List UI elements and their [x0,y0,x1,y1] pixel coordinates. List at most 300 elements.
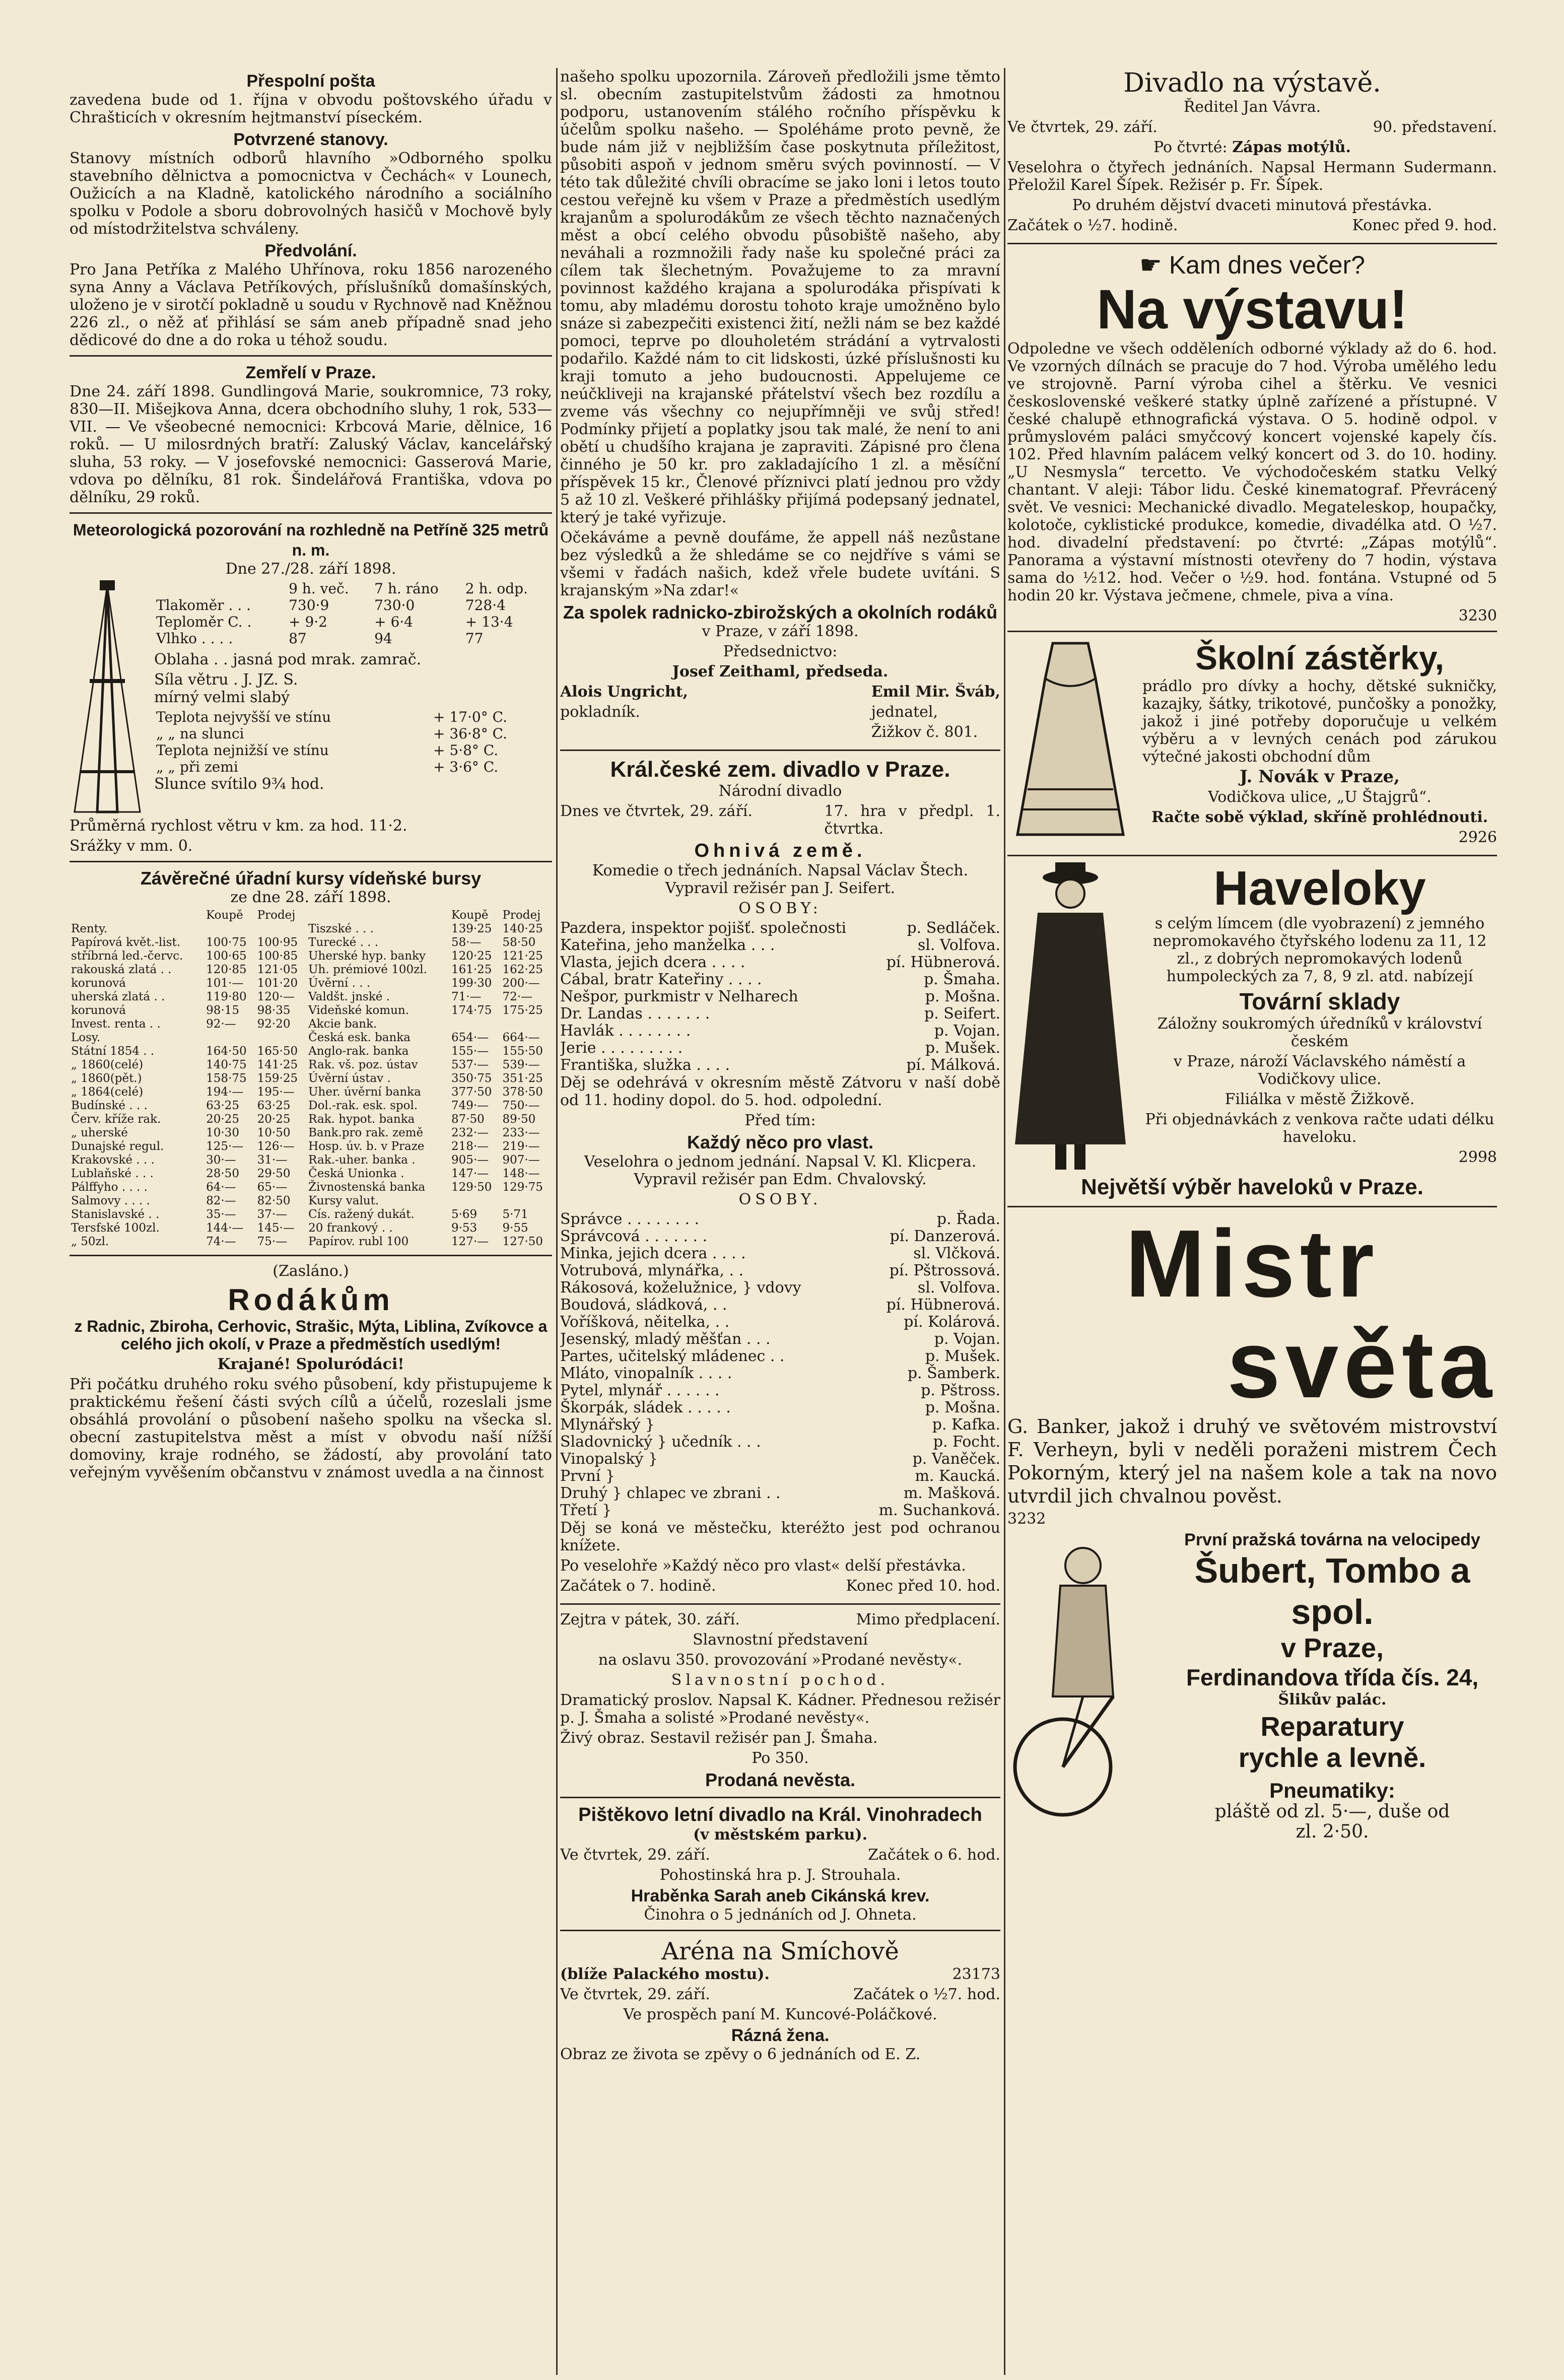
meteo-date: Dne 27./28. září 1898. [225,560,396,578]
nd-play2: Každý něco pro vlast. [687,1132,874,1152]
kursy-cell: Tersfské 100zl. [71,1221,160,1235]
jednatel-name: Emil Mir. Šváb, [871,683,1000,701]
divider [1007,1206,1497,1207]
cast-row [560,1451,1000,1468]
kursy-cell: 905·— [451,1153,489,1167]
oblaha-label: Oblaha . . [154,651,228,668]
kursy-cell: 58·50 [502,936,536,949]
nd-desc2: Veselohra o jednom jednání. Napsal V. Kl. Klicpera. Vypravil režisér pan Edm. Chvalovský. [584,1153,977,1188]
cast-row [560,1262,1000,1279]
meteo-cell: Vlhko . . . . [156,630,233,647]
nd-350: Po 350. [752,1749,809,1767]
kursy-cell: 175·25 [502,1004,543,1017]
cast-row [560,988,1000,1005]
heading-na-vystavu: Na výstavu! [1097,279,1408,341]
mistr-num: 3232 [1007,1510,1046,1528]
slunce: Slunce svítilo 9¾ hod. [154,775,324,793]
cast-actor: p. Vojan. [934,1022,1000,1040]
kursy-cell: 147·— [451,1167,489,1180]
hav-num: 2998 [1458,1148,1497,1166]
kursy-row [70,922,552,936]
vyst-pause: Po druhém dějství dvaceti minutová přestávka. [1072,196,1433,214]
teplota-label: „ „ na slunci [156,725,244,742]
kursy-cell: 750·— [502,1099,540,1112]
kursy-cell: 233·— [502,1126,540,1139]
kursy-cell: Dol.-rak. esk. spol. [308,1099,418,1112]
cast-role: Jesenský, mladý měšťan . . . [560,1330,771,1348]
kursy-cell: Papírová květ.-list. [71,936,181,949]
cast-role: Mlynářský } [560,1416,655,1434]
cast-actor: p. Řada. [936,1210,1000,1228]
kursy-cell: 195·— [257,1085,295,1099]
kursy-cell: Rak.-uher. banka . [308,1153,416,1167]
kursy-cell: Budínské . . . [71,1099,148,1112]
kursy-cell: 101·— [206,977,244,990]
kursy-cell: „ 1860(pět.) [71,1072,142,1085]
zast-num: 2926 [1458,829,1497,846]
kursy-row [70,1004,552,1017]
kursy-cell: 539·— [502,1058,540,1071]
kursy-cell: 194·— [206,1085,244,1099]
vyst-desc: Veselohra o čtyřech jednáních. Napsal Hermann Sudermann. Přeložil Karel Šípek. Režisér p. Fr. Šípek. [1007,159,1497,194]
kursy-cell: 164·50 [206,1045,247,1058]
divider [1007,631,1497,632]
cast-actor: pí. Danzerová. [890,1228,1000,1245]
teplota-value: + 3·6° C. [433,759,499,775]
meteo-cell: 730·0 [374,597,415,614]
text-prespolni: zavedena bude od 1. října v obvodu poštovského úřadu v Chrašticích v okresním hejtmanství píseckém. [70,91,552,126]
vyst-pc: Po čtvrté: [1153,139,1228,156]
cast-row [560,1314,1000,1331]
tov-title: První pražská továrna na velocipedy [1184,1530,1480,1549]
vyst-red: Ředitel Jan Vávra. [1183,98,1321,116]
kursy-cell: 20 frankový . . [308,1221,393,1235]
zast-addr: Vodičkova ulice, „U Štajgrů“. [1208,788,1432,806]
kursy-cell: 37·— [257,1208,288,1221]
text-stanovy: Stanovy místních odborů hlavního »Odborného spolku stavebního dělnictva a pomocnictva v Čechách« v Lounech, Oužicích a na Kladně, katolického národního a sociálního spolku v Podole a sboru dobrovolných hasičů v Mochově byly od místodržitelstva schváleny. [70,150,552,238]
kursy-cell: Rak. hypot. banka [308,1113,415,1126]
kursy-cell: 98·35 [257,1004,291,1017]
heading-sveta: světa [1227,1311,1497,1418]
kursy-cell: korunová [71,1004,126,1017]
kursy-cell: Bank.pro rak. země [308,1126,424,1139]
hav-firm: Tovární sklady [1239,988,1400,1014]
kursy-header: Prodej [257,909,296,922]
cast-role: Druhý } chlapec ve zbrani . . [560,1484,781,1502]
nd-info: 17. hra v předpl. 1. čtvrtka. [824,802,1000,838]
cast-table-2 [560,1211,1000,1519]
kursy-cell: 219·— [502,1140,540,1153]
nd-where: Děj se odehrává v okresním městě Zátvoru v naší době od 11. hodiny dopol. do 5. hod. odpolední. [560,1074,1000,1109]
arena-desc: Obraz ze života se zpěvy o 6 jednáních od E. Z. [560,2046,921,2063]
kursy-header: Koupě [206,909,243,922]
kursy-cell: Akcie bank. [308,1017,377,1031]
kursy-row [70,1208,552,1221]
heading-prespolni: Přespolní pošta [246,72,375,91]
kursy-row [70,1072,552,1085]
zast-catalog: Račte sobě výklad, skříně prohlédnouti. [1151,808,1488,826]
divider [560,750,1000,751]
kursy-cell: korunová [71,977,126,990]
kursy-cell: 144·— [206,1221,244,1235]
kursy-cell: 165·50 [257,1045,298,1058]
cast-row [560,1040,1000,1057]
heading-haveloky: Haveloky [1213,861,1426,915]
kursy-cell: Papírov. rubl 100 [308,1235,409,1248]
teplota-table [154,709,552,775]
spolek-place: v Praze, v září 1898. [702,623,859,640]
jednatel-addr: Žižkov č. 801. [871,723,978,741]
cast-actor: p. Mošna. [925,988,1000,1005]
cast-row [560,954,1000,971]
nd-start: Začátek o 7. hodině. [560,1577,716,1595]
kursy-cell: 63·25 [206,1099,239,1112]
kursy-cell: 92·20 [257,1017,291,1031]
cast-role: Vlasta, jejich dcera . . . . [560,954,745,971]
kursy-cell [205,1031,256,1045]
meteo-cell: Tlakoměr . . . [156,597,251,614]
cast-row [560,1348,1000,1365]
cast-row [560,1057,1000,1074]
kursy-row [70,1167,552,1181]
cast-row [560,1399,1000,1416]
cast-actor: p. Vaněček. [912,1450,1000,1468]
kursy-cell: 20·25 [257,1113,291,1126]
kursy-cell: 158·75 [206,1072,247,1085]
tov-addr: Ferdinandova třída čís. 24, [1186,1664,1479,1690]
kursy-cell: Turecké . . . [308,936,379,949]
kursy-row [70,949,552,963]
kursy-cell: 98·15 [206,1004,239,1017]
divider [70,861,552,862]
kursy-cell: Dunajské regul. [71,1140,164,1153]
vyst-end: Konec před 9. hod. [1352,217,1497,234]
cast-role: Minka, jejich dcera . . . . [560,1245,746,1262]
cast-role: Škorpák, sládek . . . . . [560,1399,731,1416]
kursy-cell: Pálffyho . . . . [71,1181,148,1194]
cast-role: Partes, učitelský mládenec . . [560,1347,785,1365]
kursy-cell [501,1194,552,1208]
tov-rep: Reparatury [1260,1712,1404,1742]
column-2 [560,68,1000,2375]
heading-predvolani: Předvolání. [264,241,357,260]
teplota-label: Teplota nejnižší ve stínu [156,742,329,759]
kursy-cell: Salmovy . . . . [71,1194,150,1207]
kursy-row [70,1153,552,1167]
kursy-cell: 148·— [502,1167,540,1180]
kursy-cell: 82·50 [257,1194,291,1207]
tov-firm: Šubert, Tombo a spol. [1194,1551,1470,1631]
kursy-header [307,909,450,922]
cast-role: Jerie . . . . . . . . . [560,1039,683,1057]
kursy-cell: Červ. kříže rak. [71,1113,161,1126]
cast-row [560,1468,1000,1485]
kursy-cell: 121·25 [502,949,543,963]
cast-actor: p. Sedláček. [907,919,1000,937]
kursy-cell: Videňské komun. [308,1004,410,1017]
nd-after: Po veselohře »Každý něco pro vlast« delší přestávka. [560,1557,966,1575]
kursy-cell: Stanislavské . . [71,1208,160,1221]
kursy-cell: 129·75 [502,1181,543,1194]
kursy-cell: 749·— [451,1099,489,1112]
nd-before: Před tím: [744,1112,816,1129]
arena-play: Rázná žena. [731,2026,830,2045]
cast-row [560,1228,1000,1245]
kursy-cell: 232·— [451,1126,489,1139]
haveloky-ad [1007,862,1497,1175]
tov-praze: v Praze, [1280,1633,1384,1663]
meteo-cell: 728·4 [465,597,506,614]
kursy-cell: 155·50 [502,1045,543,1058]
kursy-header [70,909,205,922]
kursy-cell: Krakovské . . . [71,1153,155,1167]
meteo-block [70,580,552,817]
meteo-header: 9 h. več. [289,580,349,597]
kursy-row [70,1181,552,1194]
kursy-cell: „ 1860(celé) [71,1058,144,1071]
kursy-cell [256,1031,307,1045]
kursy-cell: Rak. vš. poz. ústav [308,1058,418,1071]
cast-actor: m. Mašková. [903,1484,1000,1502]
kursy-cell: 64·— [206,1181,236,1194]
kursy-cell: Tiszské . . . [308,922,374,935]
kam-dnes-vecer: ☛ Kam dnes večer? [1139,251,1365,279]
kursy-cell: 5·69 [451,1208,478,1221]
kursy-cell: 378·50 [502,1085,543,1099]
kursy-cell: 140·25 [502,922,543,935]
kursy-row [70,990,552,1004]
kursy-cell: „ uherské [71,1126,128,1139]
kursy-cell: 9·53 [451,1221,478,1235]
kursy-cell [501,1017,552,1031]
kursy-cell: 121·05 [257,963,298,976]
cast-actor: p. Focht. [933,1433,1000,1451]
kursy-cell: rakouská zlatá . . [71,963,172,976]
heading-mistr: Mistr [1125,1210,1379,1317]
cast-actor: p. Kafka. [932,1416,1000,1434]
kursy-cell: 100·85 [257,949,298,963]
heading-divadlo-vystava: Divadlo na výstavě. [1123,68,1381,98]
cast-role: Správce . . . . . . . . [560,1210,700,1228]
nd-obraz: Živý obraz. Sestavil režisér pan J. Šmaha. [560,1729,878,1747]
kursy-cell: 20·25 [206,1113,239,1126]
kursy-cell: 119·80 [206,990,247,1003]
cast-row [560,1297,1000,1314]
pistek-desc: Činohra o 5 jednáních od J. Ohneta. [644,1906,917,1924]
kursy-cell [205,922,256,936]
meteo-cell: 730·9 [289,597,329,614]
cast-actor: sl. Volfova. [917,936,1000,954]
teplota-value: + 17·0° C. [433,709,507,725]
cast-row [560,1416,1000,1434]
kursy-cell: 100·75 [206,936,247,949]
cast-actor: p. Pštross. [921,1382,1000,1399]
pokladnik-role: pokladník. [560,703,640,721]
divider [560,1930,1000,1931]
pistek-start: Začátek o 6. hod. [868,1846,1000,1864]
kursy-cell: 30·— [206,1153,236,1167]
cast-row [560,1485,1000,1502]
tov-pal: Šlikův palác. [1278,1691,1387,1709]
vitr-dirs: J. JZ. S. [243,671,298,689]
kursy-cell: 9·55 [502,1221,528,1235]
kursy-cell: 141·25 [257,1058,298,1071]
hav-firm2: Záložny soukromých úředníků v království českém [1157,1015,1482,1050]
kursy-cell: 159·25 [257,1072,298,1085]
cast-row [560,1502,1000,1519]
meteo-header [154,580,287,597]
cast-table-1 [560,920,1000,1074]
kursy-cell: 537·— [451,1058,489,1071]
kursy-row [70,1045,552,1058]
kursy-cell [256,922,307,936]
kursy-cell: 162·25 [502,963,543,976]
kursy-cell: 31·— [257,1153,288,1167]
kursy-row [70,1085,552,1099]
kursy-cell: Cís. ražený dukát. [308,1208,415,1221]
kursy-row [70,977,552,990]
heading-zasterky: Školní zástěrky, [1195,639,1444,676]
cyclist-icon [1007,1530,1159,1822]
kursy-cell: Úvěrní . . . [308,977,371,990]
vitr-values: mírný velmi slabý [154,689,290,706]
kursy-cell: 82·— [206,1194,236,1207]
cast-row [560,1365,1000,1382]
kursy-row [70,1194,552,1208]
kursy-cell: 218·— [451,1140,489,1153]
meteo-table [154,580,552,647]
cast-role: Cábal, bratr Kateřiny . . . . [560,971,762,988]
kursy-row [70,1058,552,1072]
kursy-cell: 120·— [257,990,295,1003]
divider [70,1255,552,1256]
kursy-cell: 35·— [206,1208,236,1221]
cast-row [560,1331,1000,1348]
arena-prosp: Ve prospěch paní M. Kuncové-Poláčkové. [623,2006,937,2023]
kursy-cell: 74·— [206,1235,236,1248]
text-zasterky: prádlo pro dívky a hochy, dětské sukničky, kazajky, šátky, trikotové, punčošky a ponožky, jakož i jiné potřeby doporučuje u velkém výběru a v levných cenách pod zárukou výtečné jakosti obchodní dům [1142,677,1497,766]
kursy-cell: 120·85 [206,963,247,976]
vyst-num: 90. představení. [1373,118,1497,136]
nd-play: Ohnivá země. [694,840,866,861]
kursy-cell: 139·25 [451,922,492,935]
kursy-row [70,1221,552,1235]
cast-role: Správcová . . . . . . . [560,1228,708,1245]
kursy-date: ze dne 28. září 1898. [230,889,391,906]
cast-role: Dr. Landas . . . . . . . [560,1005,710,1023]
kursy-cell: Živnostenská banka [308,1181,426,1194]
cast-actor: pí. Pštrossová. [889,1262,1000,1279]
kursy-cell: 377·50 [451,1085,492,1099]
nejvetsi-vyber: Největší výběr haveloků v Praze. [1081,1175,1423,1199]
arena-date: Ve čtvrtek, 29. září. [560,1986,710,2003]
cast-role: Boudová, sládková, . . [560,1296,727,1314]
kursy-cell: 71·— [451,990,482,1003]
kursy-cell: 100·65 [206,949,247,963]
text-rodakum: Při počátku druhého roku svého působení, kdy přistupujeme k praktickému řešení části svých cílů a účelů, rozeslali jsme obsáhlá provolání o působení našeho spolku na všecka sl. obecní zastupitelstva měst a míst v obvodu naší nížší domoviny, kraje rodného, se žádostí, aby provolání tato veřejným vyvěšením občanstvu v známost uvedla a na činnost [70,1376,552,1481]
vyst-play: Zápas motýlů. [1232,139,1351,156]
kursy-table [70,909,552,1249]
kursy-cell: Úvěrní ústav . [308,1072,391,1085]
kursy-cell: 907·— [502,1153,540,1167]
kursy-cell: 127·— [451,1235,489,1248]
vyst-start: Začátek o ½7. hodině. [1007,217,1178,234]
column-3 [1007,68,1497,2375]
kursy-cell: Invest. renta . . [71,1017,161,1031]
kursy-cell: 351·25 [502,1072,543,1085]
kursy-cell: „ 50zl. [71,1235,109,1248]
meteo-cell: + 9·2 [289,614,327,630]
kursy-cell: 92·— [206,1017,236,1031]
kursy-cell: Valdšt. jnské . [308,990,390,1003]
cast-role: Voříšková, něitelka, . . [560,1313,730,1331]
cast-row [560,1434,1000,1451]
divider [70,512,552,514]
teplota-label: Teplota nejvyšší ve stínu [156,709,331,725]
kursy-cell: Uh. prémiové 100zl. [308,963,427,976]
predseda: Josef Zeithaml, předseda. [672,663,889,681]
navystavu-num: 3230 [1458,607,1497,625]
kursy-cell: 58·— [451,936,482,949]
kursy-cell: Uherské hyp. banky [308,949,426,963]
arena-sub: (blíže Palackého mostu). [560,1965,770,1983]
kursy-cell: 127·50 [502,1235,543,1248]
kursy-cell: 10·30 [206,1126,239,1139]
cast-role: Rákosová, koželužnice, } vdovy [560,1279,801,1297]
divider [560,1603,1000,1605]
velocipedy-ad [1007,1530,1497,1843]
cast-row [560,1023,1000,1040]
cast-role: Votrubová, mlynářka, . . [560,1262,744,1279]
kursy-cell: 126·— [257,1140,295,1153]
kursy-cell: 174·75 [451,1004,492,1017]
kursy-cell: 87·50 [451,1113,485,1126]
vitr-label: Síla větru . [154,671,238,689]
tov-rych: rychle a levně. [1238,1743,1426,1773]
kursy-cell: Anglo-rak. banka [308,1045,409,1058]
heading-stanovy: Potvrzené stanovy. [233,130,388,149]
cast-role: Třetí } [560,1502,612,1519]
cast-actor: p. Mušek. [925,1039,1000,1057]
nd-end: Konec před 10. hod. [846,1577,1000,1595]
cast-actor: p. Šmaha. [924,971,1000,988]
cast-actor: p. Mošna. [925,1399,1000,1416]
meteo-cell: + 13·4 [465,614,513,630]
cast-role: Pazdera, inspektor pojišť. společnosti [560,919,847,937]
nd-desc: Komedie o třech jednáních. Napsal Václav Štech. Vypravil režisér pan J. Seifert. [592,862,969,897]
kursy-cell: 72·— [502,990,533,1003]
text-rodakum-cont: našeho spolku upozornila. Zároveň předložili jsme těmto sl. obecním zastupitelstvům žádosti za hmotnou podporu, ustanovením stálého ročního příspěvku k účelům spolku našeho. — Spoléháme proto pevně, že bude nám již v nejbližším čase poskytnuta příležitost, působiti aspoň v jednom směru svých povinností. — V této tak důležité chvíli obracíme se jako loni i letos touto cestou veřejně ku všem v Praze a předměstích usedlým krajanům a spolurodákům ze všech těchto naznačených měst a obcí celého obvodu působiště našeho, aby neváhali a rozmnožili řady naše ku společné práci za cílem tak šlechetným. Považujeme to za mravní povinnost každého krajana a spolurodáka přispívati k tomu, aby mladému dorostu tohoto kraje umožněno bylo snáze si zabezpečiti existenci žití, nežli nám se bez každé pomoci, teprve po dlouholetém strádání a vytrvalosti podařilo. Každé nám to cit lidskosti, úzké příslušnosti ku kraji tomuto a jeho budoucnosti. Appelujeme ce neúčkliveji na krajanské přátelství všech bez rozdílu a zveme vás všechny co nejupřímněji ve svůj střed! Podmínky přijetí a poplatky jsou tak malé, že není to ani obětí u chudšího krajana je zapraviti. Zápisné pro člena činného je 50 kr. pro zakladajícího 1 zl. a měsíční příspěvek 15 kr., Členové příznivci platí jednou pro vždy 5 až 10 zl. Veškeré přihlášky přijímá podepsaný jednatel, který je také vyřizuje. [560,68,1000,526]
meteo-cell: + 6·4 [374,614,413,630]
heading-kursy: Závěrečné úřadní kursy vídeňské bursy [140,868,482,889]
oblaha-values: jasná pod mrak. zamrač. [233,651,422,668]
kursy-cell: 75·— [257,1235,288,1248]
nd-date: Dnes ve čtvrtek, 29. září. [560,802,753,820]
cast-actor: pí. Hübnerová. [886,954,1000,971]
cast-actor: p. Seifert. [924,1005,1000,1023]
kursy-cell: 120·25 [451,949,492,963]
kursy-cell: Česká esk. banka [308,1031,411,1044]
cast-actor: sl. Volfova. [917,1279,1000,1297]
heading-narodni-divadlo: Král.české zem. divadlo v Praze. [610,757,950,782]
kursy-cell: 664·— [502,1031,540,1044]
kursy-cell: Hosp. úv. b. v Praze [308,1140,425,1153]
cast-row [560,1211,1000,1228]
kursy-cell: Renty. [71,922,108,935]
kursy-cell: Česká Unionka . [308,1167,404,1180]
tov-pneu: Pneumatiky: [1269,1779,1395,1802]
cast-row [560,1279,1000,1297]
